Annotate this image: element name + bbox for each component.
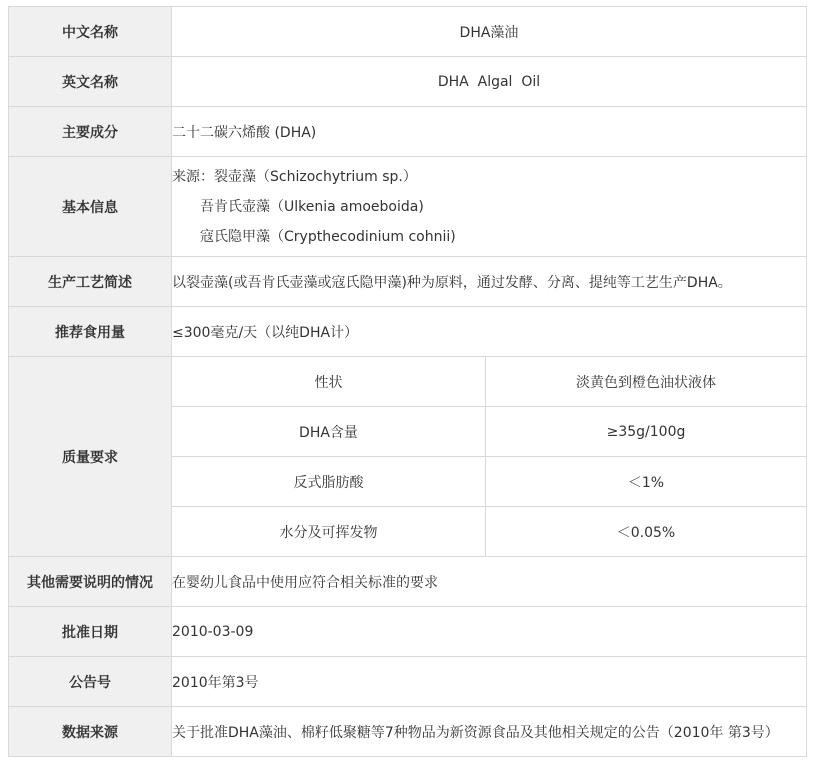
chinese-name-value: DHA藻油 <box>172 7 807 57</box>
quality-row <box>172 407 806 457</box>
row-announcement <box>9 657 807 707</box>
process-value: 以裂壶藻(或吾肯氏壶藻或寇氏隐甲藻)种为原料，通过发酵、分离、提纯等工艺生产DHA。 <box>172 257 807 307</box>
row-approval-date <box>9 607 807 657</box>
row-label: 基本信息 <box>9 157 172 257</box>
row-label: 质量要求 <box>9 357 172 557</box>
row-label: 公告号 <box>9 657 172 707</box>
dosage-value: ≤300毫克/天（以纯DHA计） <box>172 307 807 357</box>
row-cn-name <box>9 7 807 57</box>
quality-key: 性状 <box>172 357 486 407</box>
row-label: 主要成分 <box>9 107 172 157</box>
row-label: 批准日期 <box>9 607 172 657</box>
row-label: 推荐食用量 <box>9 307 172 357</box>
row-process <box>9 257 807 307</box>
english-name-value: DHA Algal Oil <box>172 57 807 107</box>
row-label: 其他需要说明的情况 <box>9 557 172 607</box>
quality-value: ＜0.05% <box>616 524 676 541</box>
notes-value: 在婴幼儿食品中使用应符合相关标准的要求 <box>172 557 807 607</box>
announcement-value: 2010年第3号 <box>172 657 807 707</box>
quality-value: ≥35g/100g <box>486 407 807 457</box>
data-source-value: 关于批准DHA藻油、棉籽低聚糖等7种物品为新资源食品及其他相关规定的公告（2010年 第3号） <box>172 707 807 757</box>
quality-table-cell <box>172 357 807 557</box>
quality-value: 淡黄色到橙色油状液体 <box>486 357 807 407</box>
source-line: 吾肯氏壶藻（Ulkenia amoeboida) <box>200 198 424 215</box>
quality-table <box>172 357 806 556</box>
main-component-value: 二十二碳六烯酸 (DHA) <box>172 107 807 157</box>
row-notes <box>9 557 807 607</box>
quality-row <box>172 507 806 557</box>
row-label: 英文名称 <box>9 57 172 107</box>
row-en-name <box>9 57 807 107</box>
row-main-component <box>9 107 807 157</box>
source-line: 寇氏隐甲藻（Crypthecodinium cohnii) <box>200 228 456 245</box>
quality-key: DHA含量 <box>172 407 486 457</box>
approval-date-value: 2010-03-09 <box>172 607 807 657</box>
quality-key: 反式脂肪酸 <box>172 457 486 507</box>
quality-row <box>172 357 806 407</box>
row-label: 中文名称 <box>9 7 172 57</box>
row-label: 生产工艺简述 <box>9 257 172 307</box>
source-line: 来源：裂壶藻（Schizochytrium sp.） <box>172 168 417 185</box>
row-label: 数据来源 <box>9 707 172 757</box>
row-dosage <box>9 307 807 357</box>
info-table <box>8 6 807 757</box>
quality-value: ＜1% <box>486 457 807 507</box>
basic-info-value <box>172 157 807 257</box>
row-data-source <box>9 707 807 757</box>
quality-row <box>172 457 806 507</box>
row-quality <box>9 357 807 557</box>
quality-key: 水分及可挥发物 <box>172 507 486 557</box>
row-basic-info <box>9 157 807 257</box>
